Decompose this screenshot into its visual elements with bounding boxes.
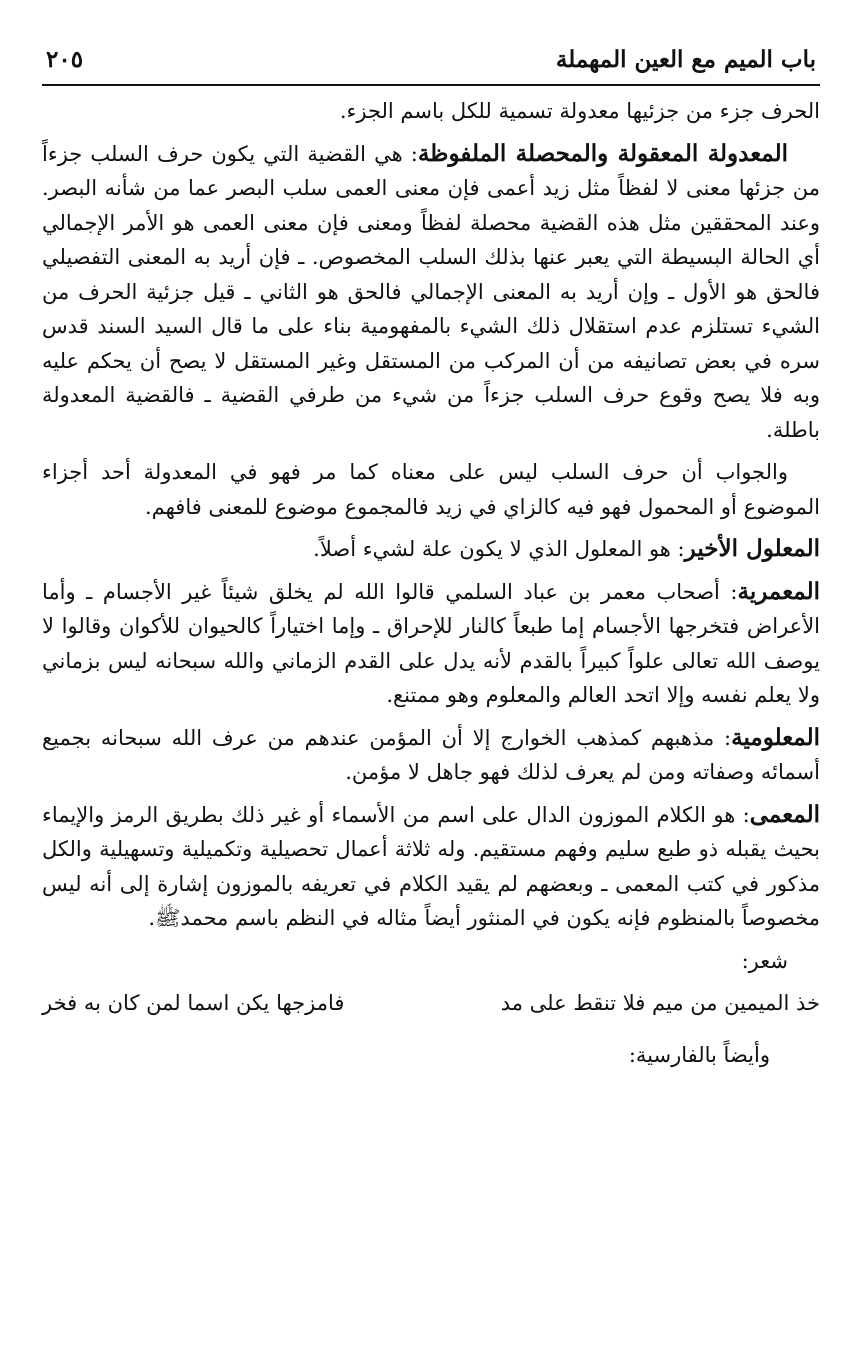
poem-label: شعر:: [741, 948, 788, 973]
entry-text: : هو الكلام الموزون الدال على اسم من الأسماء أو غير ذلك بطريق الرمز والإيماء بحيث يقبله ذو طبع سليم وفهم مستقيم. وله ثلاثة أعمال تحصيلية وتكميلية وتسهيلية والكل مذكور في كتب المعمى ـ وبعضهم لم يقيد الكلام في تعريفه بالموزون إشارة إلى أنه ليس مخصوصاً بالمنظوم فإنه يكون في المنثور أيضاً مثاله في النظم باسم محمدﷺ.: [42, 802, 820, 930]
verse-hemistich-2: فامزجها يكن اسما لمن كان به فخر: [42, 990, 345, 1015]
document-page: [42, 40, 820, 1072]
running-title: باب الميم مع العين المهملة: [555, 46, 816, 73]
poem-verse: [42, 986, 820, 1020]
entry-paragraph: [42, 798, 820, 936]
entry-paragraph: [42, 721, 820, 790]
entry-term: المعلول الأخير: [684, 535, 820, 562]
page-header: [42, 40, 820, 80]
entry-term: المعدولة المعقولة والمحصلة الملفوظة: [417, 139, 789, 167]
entry-continuation: والجواب أن حرف السلب ليس على معناه كما مر فهو في المعدولة أحد أجزاء الموضوع أو المحمول فهو فيه كالزاي في زيد فالمجموع موضوع للمعنى فافهم.: [42, 460, 820, 519]
entry-text: : أصحاب معمر بن عباد السلمي قالوا الله لم يخلق شيئاً غير الأجسام ـ وأما الأعراض فتخرجها الأجسام إما طبعاً كالنار للإحراق ـ وإما اختياراً كالحيوان للأكوان وقالوا لا يوصف الله تعالى علواً كبيراً بالقدم لأنه يدل على القدم الزماني والله سبحانه ليس بزماني ولا يعلم نفسه وإلا اتحد العالم والمعلوم وهو ممتنع.: [42, 579, 820, 707]
entry-term: المعمرية: [737, 577, 820, 605]
entry-paragraph: [42, 575, 820, 713]
entry-paragraph: [42, 137, 820, 448]
entry-text: : هي القضية التي يكون حرف السلب جزءاً من جزئها معنى لا لفظاً مثل زيد أعمى فإن معنى العمى سلب البصر عما من شأنه البصر. وعند المحققين مثل هذه القضية محصلة لفظاً ومعنى فإن معنى العمى هو الأمر الإجمالي أي الحالة البسيطة التي يعبر عنها بذلك السلب المخصوص. ـ فإن أريد به المعنى التفصيلي فالحق هو الأول ـ وإن أريد به المعنى الإجمالي فالحق هو الثاني ـ قيل جزئية الحرف من الشيء تستلزم عدم استقلال ذلك الشيء بالمفهومية بناء على ما قال السيد السند قدس سره في بعض تصانيفه من أن المركب من المستقل وغير المستقل لا يصح أن يحكم عليه وبه فلا يصح وقوع حرف السلب جزءاً من شيء من طرفي القضية ـ فالقضية المعدولة باطلة.: [42, 141, 820, 442]
header-divider: [42, 84, 820, 86]
page-number: ٢٠٥: [46, 46, 84, 73]
entry-term: المعمى: [749, 800, 820, 828]
intro-line: الحرف جزء من جزئيها معدولة تسمية للكل باسم الجزء.: [339, 99, 820, 123]
entry-text: : هو المعلول الذي لا يكون علة لشيء أصلاً.: [313, 537, 685, 561]
entry-paragraph: [42, 532, 820, 567]
entry-term: المعلومية: [731, 723, 820, 751]
entry-text: : مذهبهم كمذهب الخوارج إلا أن المؤمن عندهم من عرف الله سبحانه بجميع أسمائه وصفاته ومن لم يعرف لذلك فهو جاهل لا مؤمن.: [42, 725, 820, 784]
verse-hemistich-1: خذ الميمين من ميم فلا تنقط على مد: [500, 990, 820, 1015]
closing-line: وأيضاً بالفارسية:: [628, 1042, 770, 1067]
